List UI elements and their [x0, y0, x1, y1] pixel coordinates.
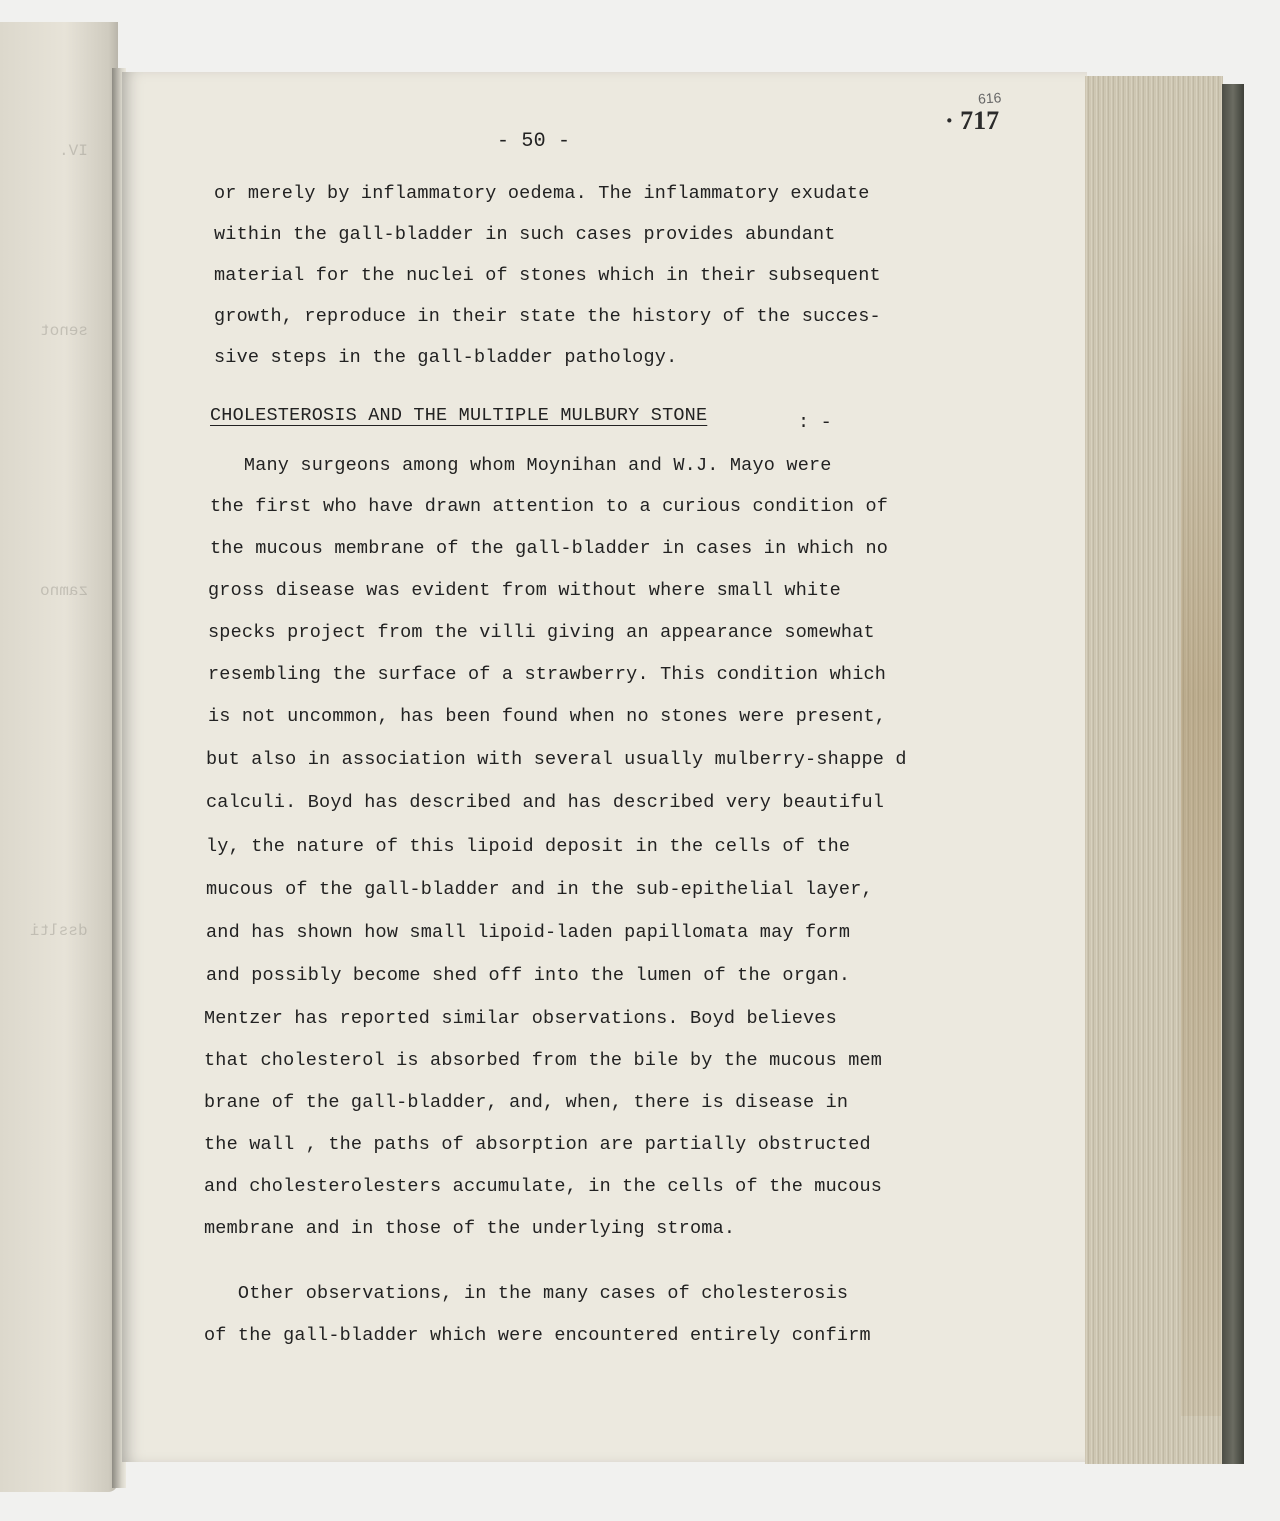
text-line: and cholesterolesters accumulate, in the cells of the mucous [204, 1176, 883, 1197]
text-line: and possibly become shed off into the lumen of the organ. [206, 965, 851, 986]
archive-ref-number: · 717 [945, 106, 1000, 135]
text-line: calculi. Boyd has described and has described very beautiful [206, 792, 885, 813]
text-line: growth, reproduce in their state the history of the succes- [214, 306, 881, 327]
book-cover-edge [1222, 84, 1244, 1464]
text-line: the wall , the paths of absorption are partially obstructed [204, 1134, 871, 1155]
text-line: and has shown how small lipoid-laden papillomata may form [206, 922, 851, 943]
text-line: brane of the gall-bladder, and, when, there is disease in [204, 1092, 849, 1113]
text-line: membrane and in those of the underlying stroma. [204, 1218, 736, 1239]
section-heading-suffix: : - [798, 412, 832, 433]
text-line: the first who have drawn attention to a curious condition of [210, 496, 889, 517]
text-line: that cholesterol is absorbed from the bile by the mucous mem [204, 1050, 883, 1071]
left-page-edge [0, 22, 118, 1492]
text-line: Other observations, in the many cases of cholesterosis [204, 1283, 849, 1304]
bleed-through-text: zamno [39, 582, 88, 600]
text-line: or merely by inflammatory oedema. The inflammatory exudate [214, 183, 870, 204]
text-line: gross disease was evident from without where small white [208, 580, 841, 601]
section-heading: CHOLESTEROSIS AND THE MULTIPLE MULBURY STONE [210, 405, 708, 426]
text-line: the mucous membrane of the gall-bladder in cases in which no [210, 538, 889, 559]
bleed-through-text: dsslti [30, 922, 88, 940]
text-line: Mentzer has reported similar observations. Boyd believes [204, 1008, 837, 1029]
page-edges [1085, 76, 1223, 1464]
text-line: is not uncommon, has been found when no stones were present, [208, 706, 887, 727]
text-line: resembling the surface of a strawberry. This condition which [208, 664, 887, 685]
text-line: mucous of the gall-bladder and in the sub-epithelial layer, [206, 879, 873, 900]
text-line: within the gall-bladder in such cases provides abundant [214, 224, 836, 245]
archive-ref-small: 616 [977, 89, 1002, 107]
text-line: sive steps in the gall-bladder pathology. [214, 347, 678, 368]
text-line: Many surgeons among whom Moynihan and W.J. Mayo were [210, 455, 832, 476]
text-line: specks project from the villi giving an appearance somewhat [208, 622, 875, 643]
page-number: - 50 - [497, 130, 571, 153]
bleed-through-text: IV. [59, 142, 88, 160]
text-line: ly, the nature of this lipoid deposit in the cells of the [206, 836, 851, 857]
page-stain [1181, 216, 1221, 1416]
text-line: but also in association with several usually mulberry-shappe d [206, 749, 907, 770]
text-line: of the gall-bladder which were encountered entirely confirm [204, 1325, 871, 1346]
bleed-through-text: senot [39, 322, 88, 340]
text-line: material for the nuclei of stones which in their subsequent [214, 265, 881, 286]
